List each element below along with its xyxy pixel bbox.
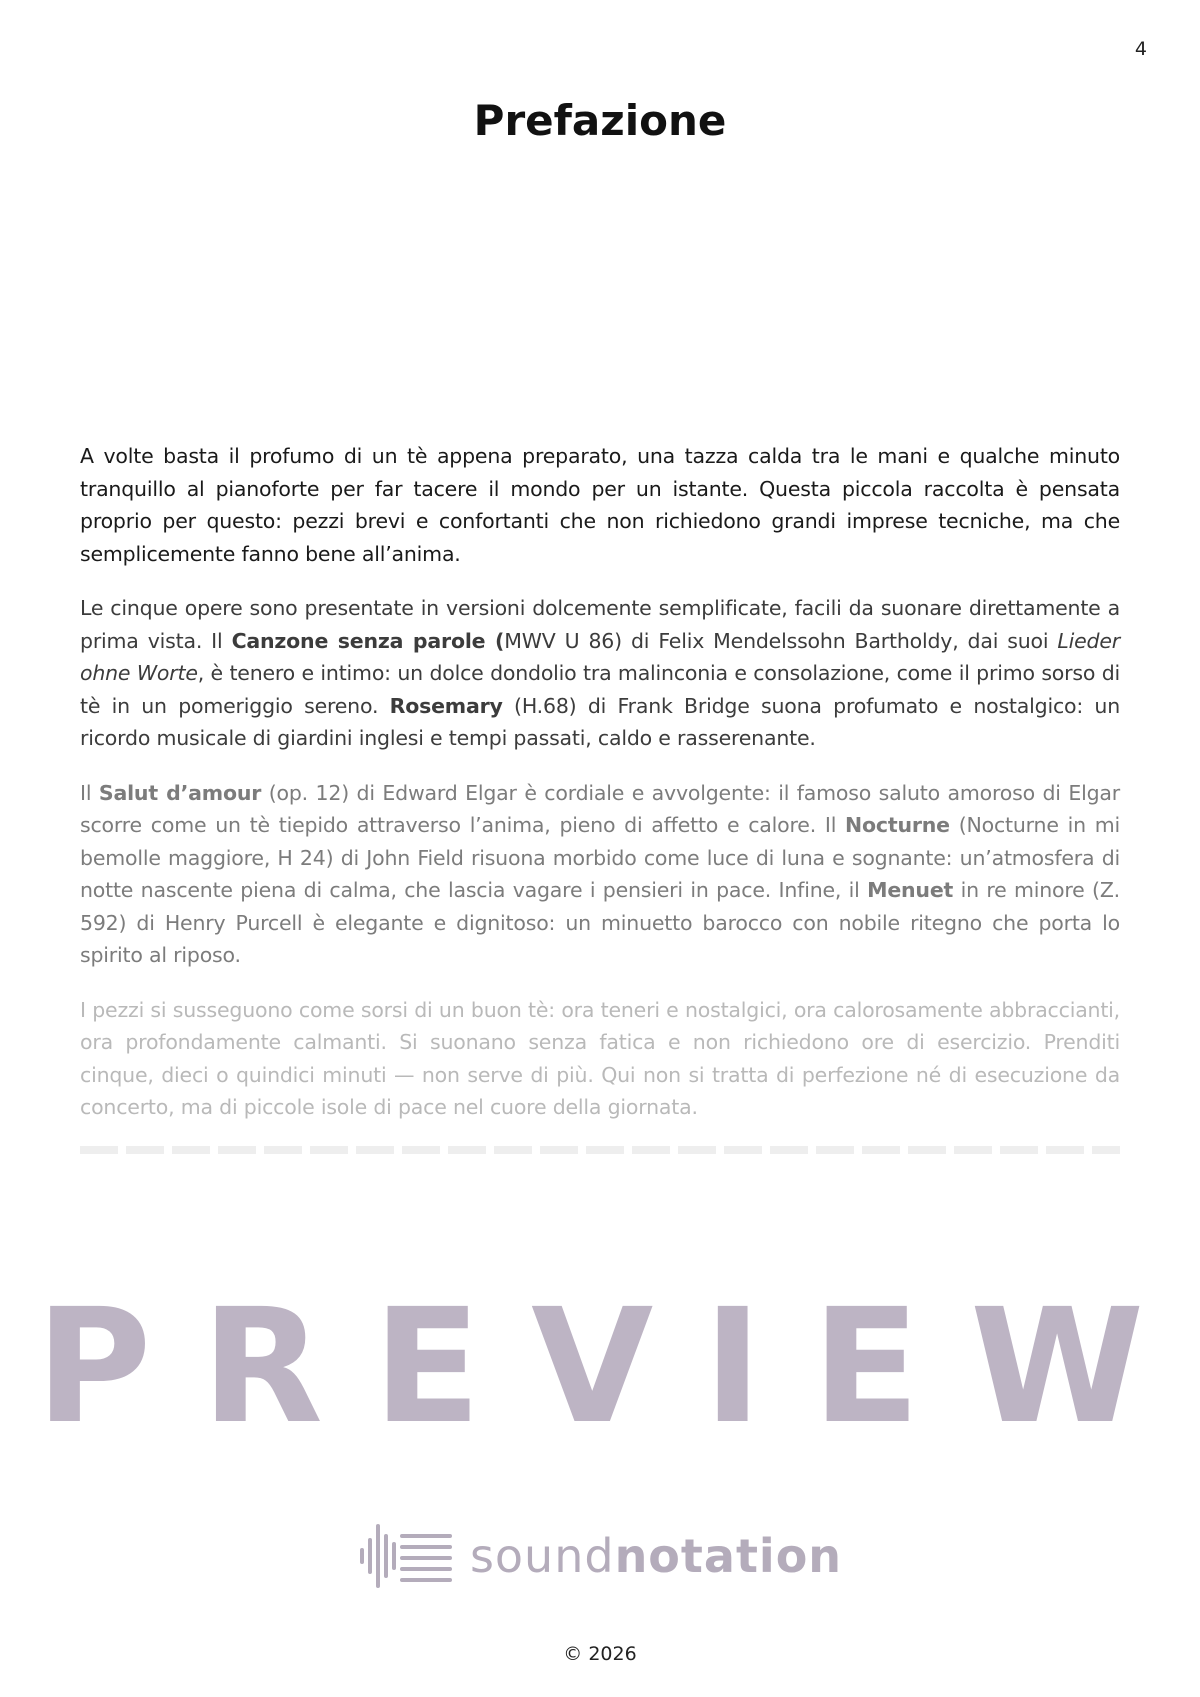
work-title-nocturne: Nocturne [845, 813, 950, 837]
paragraph-works-1: Le cinque opere sono presentate in versioni dolcemente semplificate, facili da suonare direttamente a prima vista. Il Canzone senza parole (MWV U 86) di Felix Mendelssohn Bartholdy, dai suoi Lieder ohne Worte, è tenero e intimo: un dolce dondolio tra malinconia e consolazione, come il primo sorso di tè in un pomeriggio sereno. Rosemary (H.68) di Frank Bridge suona profumato e nostalgico: un ricordo musicale di giardini inglesi e tempi passati, caldo e rasserenante. [80, 596, 1121, 750]
work-collection-title: Lieder ohne Worte [80, 628, 1120, 685]
preview-watermark: PREVIEW [35, 1275, 1195, 1459]
page-title: Prefazione [473, 96, 727, 145]
page-number: 4 [1134, 38, 1147, 60]
work-title-salut: Salut d’amour [98, 780, 262, 805]
soundnotation-logo [0, 1520, 1200, 1592]
paragraph-works-2: Il Salut d’amour (op. 12) di Edward Elgar è cordiale e avvolgente: il famoso saluto amoroso di Elgar scorre come un tè tiepido attraverso l’anima, pieno di affetto e calore. Il Nocturne (Nocturne in mi bemolle maggiore, H 24) di John Field risuona morbido come luce di luna e sognante: un’atmosfera di notte nascente piena di calma, che lascia vagare i pensieri in pace. Infine, il Menuet in re minore (Z. 592) di Henry Purcell è elegante e dignitoso: un minuetto barocco con nobile ritegno che porta lo spirito al riposo. [80, 780, 1120, 967]
faded-text-line [80, 1146, 1120, 1154]
logo-wordmark: soundnotation [469, 1529, 843, 1583]
work-title-menuet: Menuet [867, 878, 954, 902]
paragraph-closing: I pezzi si susseguono come sorsi di un buon tè: ora teneri e nostalgici, ora calorosamente abbraccianti, ora profondamente calmanti. Si suonano senza fatica e non richiedono ore di esercizio. Prenditi cinque, dieci o quindici minuti — non serve di più. Qui non si tratta di perfezione né di esecuzione da concerto, ma di piccole isole di pace nel cuore della giornata. [80, 997, 1120, 1119]
work-title-canzone: Canzone senza parole ( [231, 628, 505, 653]
work-title-rosemary: Rosemary [389, 693, 503, 718]
paragraph-intro: A volte basta il profumo di un tè appena preparato, una tazza calda tra le mani e qualche minuto tranquillo al pianoforte per far tacere il mondo per un istante. Questa piccola raccolta è pensata proprio per questo: pezzi brevi e confortanti che non richiedono grandi imprese tecniche, ma che semplicemente fanno bene all’anima. [80, 444, 1120, 566]
preface-body [80, 440, 1120, 1154]
copyright: © 2026 [563, 1643, 637, 1665]
waveform-staff-icon [358, 1520, 458, 1592]
